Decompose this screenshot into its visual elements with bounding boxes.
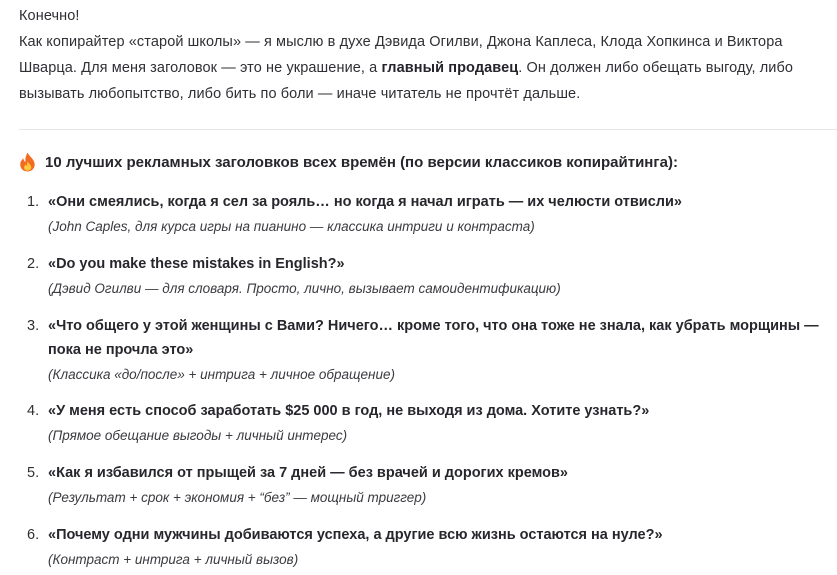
- item-note: (John Caples, для курса игры на пианино — классика интриги и контраста): [48, 219, 535, 234]
- item-note: (Прямое обещание выгоды + личный интерес): [48, 428, 348, 443]
- item-number: 3.: [27, 318, 40, 334]
- item-number: 5.: [27, 465, 40, 481]
- item-title: «Что общего у этой женщины с Вами? Ничего… кроме того, что она тоже не знала, как убрать морщины — пока не прочла это»: [48, 318, 819, 358]
- item-number: 2.: [27, 256, 40, 272]
- item-number: 6.: [27, 527, 40, 543]
- assistant-message: [19, 0, 837, 567]
- item-title: «Почему одни мужчины добиваются успеха, а другие всю жизнь остаются на нуле?»: [48, 527, 663, 543]
- intro-text-part1: Как копирайтер «старой школы» — я мыслю в духе Дэвида Огилви, Джона Каплеса, Клода Хопкинса и Виктора Шварца. Для меня заголовок — это не украшение, а: [19, 34, 783, 76]
- item-title: «Они смеялись, когда я сел за рояль… но когда я начал играть — их челюсти отвисли»: [48, 194, 682, 210]
- intro-text-part2: . Он должен либо обещать выгоду, либо вызывать любопытство, либо бить по боли — иначе читатель не прочтёт дальше.: [19, 60, 794, 102]
- item-note: (Дэвид Огилви — для словаря. Просто, лично, вызывает самоидентификацию): [48, 281, 561, 296]
- item-note: (Классика «до/после» + интрига + личное обращение): [48, 367, 395, 382]
- item-title: «Do you make these mistakes in English?»: [48, 256, 345, 272]
- message-intro: [19, 0, 837, 107]
- item-title: «У меня есть способ заработать $25 000 в год, не выходя из дома. Хотите узнать?»: [48, 403, 650, 419]
- intro-paragraph: [19, 29, 837, 107]
- item-number: 4.: [27, 403, 40, 419]
- item-title: «Как я избавился от прыщей за 7 дней — без врачей и дорогих кремов»: [48, 465, 568, 481]
- intro-bold-phrase: главный продавец: [381, 60, 519, 76]
- item-note: (Результат + срок + экономия + “без” — мощный триггер): [48, 490, 427, 505]
- greeting-text: Конечно!: [19, 8, 80, 24]
- section-heading: [19, 151, 678, 175]
- section-heading-text: 10 лучших рекламных заголовков всех времён (по версии классиков копирайтинга):: [45, 154, 678, 171]
- horizontal-divider: [19, 129, 837, 130]
- fire-icon: [19, 152, 36, 172]
- item-note: (Контраст + интрига + личный вызов): [48, 552, 299, 567]
- item-number: 1.: [27, 194, 40, 210]
